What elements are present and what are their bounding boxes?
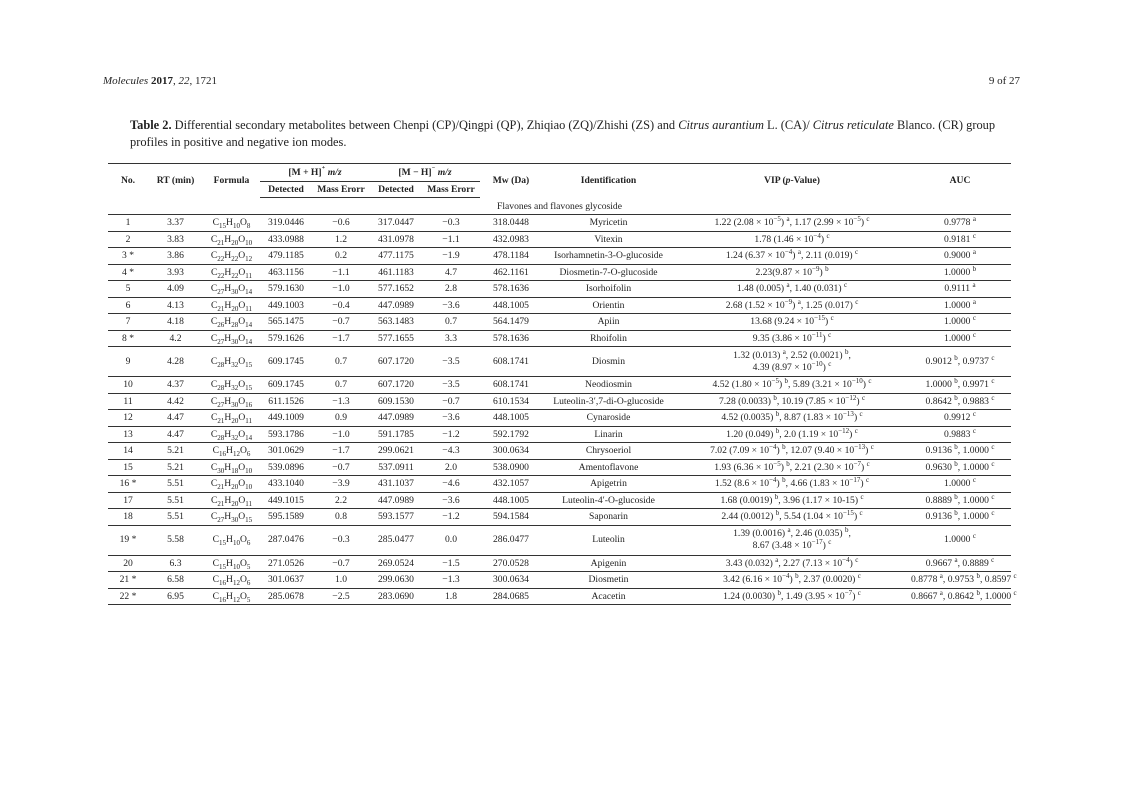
row-no: 9: [108, 347, 148, 377]
row-formula: $C_{15}H_{10}O_5$: [203, 555, 260, 572]
row-auc: 0.9136 $^b$, 1.0000 $^c$: [909, 509, 1011, 526]
row-rt: 6.3: [148, 555, 203, 572]
row-neg-detected: 477.1175: [370, 248, 422, 265]
row-mw: 462.1161: [480, 264, 542, 281]
journal-volume: 22: [178, 75, 190, 87]
row-auc: 0.8667 $^a$, 0.8642 $^b$, 1.0000 $^c$: [909, 588, 1011, 605]
row-pos-error: −0.4: [312, 297, 370, 314]
row-pos-detected: 449.1009: [260, 410, 312, 427]
row-no: 2: [108, 231, 148, 248]
col-positive-mode: [M + H]⁺ m/z: [260, 164, 370, 182]
row-mw: 578.1636: [480, 330, 542, 347]
row-neg-detected: 609.1530: [370, 393, 422, 410]
journal-year: 2017: [150, 75, 173, 87]
row-auc: 1.0000 $^c$: [909, 330, 1011, 347]
row-neg-detected: 285.0477: [370, 525, 422, 555]
row-identification: Rhoifolin: [542, 330, 675, 347]
row-vip: 7.28 (0.0033) $^b$, 10.19 $(7.85 \times 10^{-12})$ $^c$: [675, 393, 909, 410]
row-rt: 5.21: [148, 443, 203, 460]
row-neg-error: −0.3: [422, 215, 480, 232]
row-no: 11: [108, 393, 148, 410]
row-formula: $C_{27}H_{30}O_{14}$: [203, 281, 260, 298]
row-neg-detected: 269.0524: [370, 555, 422, 572]
row-identification: Vitexin: [542, 231, 675, 248]
row-rt: 4.18: [148, 314, 203, 331]
row-no: 17: [108, 492, 148, 509]
row-neg-error: 3.3: [422, 330, 480, 347]
table-row: [108, 525, 1011, 555]
row-identification: Linarin: [542, 426, 675, 443]
row-neg-error: 4.7: [422, 264, 480, 281]
row-formula: $C_{16}H_{12}O_5$: [203, 588, 260, 605]
row-auc: 1.0000 $^c$: [909, 314, 1011, 331]
row-mw: 608.1741: [480, 347, 542, 377]
row-formula: $C_{15}H_{10}O_8$: [203, 215, 260, 232]
row-vip: 2.68 $(1.52 \times 10^{-9})$ $^a$, 1.25 (0.017) $^c$: [675, 297, 909, 314]
row-neg-error: −4.3: [422, 443, 480, 460]
row-vip: 1.20 (0.049) $^b$, 2.0 $(1.19 \times 10^{-12})$ $^c$: [675, 426, 909, 443]
table-label: Table 2.: [130, 118, 172, 132]
row-mw: 448.1005: [480, 297, 542, 314]
row-pos-detected: 433.1040: [260, 476, 312, 493]
row-pos-error: 1.2: [312, 231, 370, 248]
row-rt: 3.86: [148, 248, 203, 265]
row-vip: 1.39 (0.0016) $^a$, 2.46 (0.035) $^b$, 8.67 $(3.48 \times 10^{-17})$ $^c$: [675, 525, 909, 555]
row-no: 1: [108, 215, 148, 232]
row-rt: 4.47: [148, 426, 203, 443]
row-mw: 448.1005: [480, 492, 542, 509]
row-neg-error: 1.8: [422, 588, 480, 605]
row-rt: 3.93: [148, 264, 203, 281]
row-no: 20: [108, 555, 148, 572]
row-auc: 0.9111 $^a$: [909, 281, 1011, 298]
row-pos-detected: 579.1630: [260, 281, 312, 298]
row-mw: 270.0528: [480, 555, 542, 572]
row-pos-detected: 593.1786: [260, 426, 312, 443]
row-mw: 432.1057: [480, 476, 542, 493]
row-identification: Chrysoeriol: [542, 443, 675, 460]
row-identification: Apiin: [542, 314, 675, 331]
row-neg-detected: 283.0690: [370, 588, 422, 605]
row-formula: $C_{22}H_{22}O_{11}$: [203, 264, 260, 281]
row-auc: 0.8642 $^b$, 0.9883 $^c$: [909, 393, 1011, 410]
row-neg-detected: 607.1720: [370, 347, 422, 377]
row-formula: $C_{27}H_{30}O_{16}$: [203, 393, 260, 410]
row-rt: 3.37: [148, 215, 203, 232]
row-neg-detected: 563.1483: [370, 314, 422, 331]
row-mw: 284.0685: [480, 588, 542, 605]
row-neg-detected: 461.1183: [370, 264, 422, 281]
row-vip: 1.68 (0.0019) $^b$, 3.96 (1.17 × 10-15) $^c$: [675, 492, 909, 509]
metabolite-table: [108, 163, 1017, 605]
row-pos-error: −2.5: [312, 588, 370, 605]
row-identification: Acacetin: [542, 588, 675, 605]
col-pos-detected: Detected: [260, 182, 312, 198]
row-formula: $C_{22}H_{22}O_{12}$: [203, 248, 260, 265]
row-pos-detected: 433.0988: [260, 231, 312, 248]
row-formula: $C_{28}H_{32}O_{15}$: [203, 347, 260, 377]
row-neg-error: −3.5: [422, 347, 480, 377]
row-formula: $C_{26}H_{28}O_{14}$: [203, 314, 260, 331]
row-neg-error: 0.7: [422, 314, 480, 331]
table-row: [108, 476, 1011, 493]
row-rt: 5.21: [148, 459, 203, 476]
journal-citation: Molecules 2017, 22, 1721: [103, 75, 217, 87]
col-rt: RT (min): [156, 175, 195, 187]
row-neg-error: −1.5: [422, 555, 480, 572]
row-vip: 9.35 $(3.86 \times 10^{-11})$ $^c$: [675, 330, 909, 347]
row-identification: Isorhamnetin-3-O-glucoside: [542, 248, 675, 265]
col-identification: Identification: [580, 175, 637, 187]
col-neg-mass-error: Mass Erorr: [422, 182, 480, 198]
row-pos-error: 2.2: [312, 492, 370, 509]
row-rt: 4.2: [148, 330, 203, 347]
row-pos-error: 0.7: [312, 377, 370, 394]
row-vip: 1.22 $(2.08 \times 10^{-5})$ $^a$, 1.17 $(2.99 \times 10^{-5})$ $^c$: [675, 215, 909, 232]
col-pos-mass-error: Mass Erorr: [312, 182, 370, 198]
row-auc: 1.0000 $^a$: [909, 297, 1011, 314]
row-rt: 4.47: [148, 410, 203, 427]
row-neg-detected: 577.1652: [370, 281, 422, 298]
row-formula: $C_{21}H_{20}O_{11}$: [203, 410, 260, 427]
row-neg-detected: 447.0989: [370, 492, 422, 509]
row-mw: 564.1479: [480, 314, 542, 331]
row-rt: 4.37: [148, 377, 203, 394]
row-pos-error: −1.7: [312, 330, 370, 347]
row-identification: Saponarin: [542, 509, 675, 526]
row-neg-detected: 447.0989: [370, 297, 422, 314]
row-no: 19 *: [108, 525, 148, 555]
col-negative-mode: [M − H]⁻ m/z: [370, 164, 480, 182]
group-row: Flavones and flavones glycoside: [108, 198, 1011, 215]
row-formula: $C_{15}H_{10}O_6$: [203, 525, 260, 555]
row-neg-error: −3.6: [422, 492, 480, 509]
row-formula: $C_{28}H_{32}O_{14}$: [203, 426, 260, 443]
table-row: [108, 572, 1011, 589]
row-neg-detected: 447.0989: [370, 410, 422, 427]
row-identification: Apigenin: [542, 555, 675, 572]
row-formula: $C_{27}H_{30}O_{14}$: [203, 330, 260, 347]
row-pos-error: −1.1: [312, 264, 370, 281]
row-no: 5: [108, 281, 148, 298]
row-pos-detected: 595.1589: [260, 509, 312, 526]
row-mw: 578.1636: [480, 281, 542, 298]
row-no: 14: [108, 443, 148, 460]
row-neg-error: −1.9: [422, 248, 480, 265]
row-pos-detected: 609.1745: [260, 347, 312, 377]
row-rt: 5.51: [148, 492, 203, 509]
row-no: 13: [108, 426, 148, 443]
col-auc: AUC: [949, 175, 971, 187]
row-auc: 0.9883 $^c$: [909, 426, 1011, 443]
row-neg-error: −1.1: [422, 231, 480, 248]
row-pos-error: −1.0: [312, 281, 370, 298]
row-neg-error: −3.6: [422, 410, 480, 427]
row-pos-detected: 609.1745: [260, 377, 312, 394]
row-auc: 0.8778 $^a$, 0.9753 $^b$, 0.8597 $^c$: [909, 572, 1011, 589]
row-no: 10: [108, 377, 148, 394]
table-row: [108, 509, 1011, 526]
row-neg-error: −3.5: [422, 377, 480, 394]
row-mw: 592.1792: [480, 426, 542, 443]
row-formula: $C_{16}H_{12}O_6$: [203, 443, 260, 460]
row-auc: 0.9667 $^a$, 0.8889 $^c$: [909, 555, 1011, 572]
row-mw: 608.1741: [480, 377, 542, 394]
row-pos-detected: 271.0526: [260, 555, 312, 572]
row-pos-error: −1.0: [312, 426, 370, 443]
table-row: [108, 215, 1011, 232]
row-identification: Luteolin-4′-O-glucoside: [542, 492, 675, 509]
col-neg-detected: Detected: [370, 182, 422, 198]
row-vip: 1.52 $(8.6 \times 10^{-4})$ $^b$, 4.66 $(1.83 \times 10^{-17})$ $^c$: [675, 476, 909, 493]
article-number: 1721: [194, 75, 217, 87]
row-identification: Neodiosmin: [542, 377, 675, 394]
row-neg-detected: 431.0978: [370, 231, 422, 248]
row-neg-error: 2.0: [422, 459, 480, 476]
row-vip: 1.48 (0.005) $^a$, 1.40 (0.031) $^c$: [675, 281, 909, 298]
table-row: [108, 264, 1011, 281]
row-neg-detected: 317.0447: [370, 215, 422, 232]
row-neg-detected: 593.1577: [370, 509, 422, 526]
row-auc: 0.9630 $^b$, 1.0000 $^c$: [909, 459, 1011, 476]
row-neg-error: −1.2: [422, 509, 480, 526]
row-auc: 0.9912 $^c$: [909, 410, 1011, 427]
table-row: [108, 377, 1011, 394]
row-auc: 0.9136 $^b$, 1.0000 $^c$: [909, 443, 1011, 460]
row-vip: 4.52 $(1.80 \times 10^{-5})$ $^b$, 5.89 $(3.21 \times 10^{-10})$ $^c$: [675, 377, 909, 394]
row-neg-detected: 537.0911: [370, 459, 422, 476]
row-auc: 1.0000 $^b$, 0.9971 $^c$: [909, 377, 1011, 394]
row-mw: 286.0477: [480, 525, 542, 555]
row-mw: 432.0983: [480, 231, 542, 248]
row-no: 12: [108, 410, 148, 427]
row-pos-error: 0.9: [312, 410, 370, 427]
table-row: [108, 393, 1011, 410]
table-row: [108, 231, 1011, 248]
row-vip: 3.42 $(6.16 \times 10^{-4})$ $^b$, 2.37 (0.0020) $^c$: [675, 572, 909, 589]
row-vip: 4.52 (0.0035) $^b$, 8.87 $(1.83 \times 10^{-13})$ $^c$: [675, 410, 909, 427]
row-no: 22 *: [108, 588, 148, 605]
row-pos-detected: 287.0476: [260, 525, 312, 555]
row-rt: 4.42: [148, 393, 203, 410]
row-pos-error: −1.3: [312, 393, 370, 410]
row-rt: 5.58: [148, 525, 203, 555]
table-row: [108, 459, 1011, 476]
row-mw: 538.0900: [480, 459, 542, 476]
row-pos-detected: 301.0637: [260, 572, 312, 589]
row-no: 18: [108, 509, 148, 526]
table-row: [108, 330, 1011, 347]
row-neg-detected: 591.1785: [370, 426, 422, 443]
row-auc: 0.9778 $^a$: [909, 215, 1011, 232]
row-formula: $C_{28}H_{32}O_{15}$: [203, 377, 260, 394]
row-mw: 478.1184: [480, 248, 542, 265]
row-neg-detected: 577.1655: [370, 330, 422, 347]
row-rt: 4.09: [148, 281, 203, 298]
row-no: 3 *: [108, 248, 148, 265]
row-vip: 13.68 $(9.24 \times 10^{-15})$ $^c$: [675, 314, 909, 331]
row-pos-error: 1.0: [312, 572, 370, 589]
table-row: [108, 588, 1011, 605]
row-formula: $C_{27}H_{30}O_{15}$: [203, 509, 260, 526]
row-rt: 5.51: [148, 476, 203, 493]
table-caption: Table 2. Differential secondary metabolites between Chenpi (CP)/Qingpi (QP), Zhiqiao (ZQ)/Zhishi (ZS) and Citrus aurantium L. (CA)/ Citrus reticulate Blanco. (CR) group profiles in positive and negative ion modes.: [130, 118, 996, 149]
row-pos-detected: 579.1626: [260, 330, 312, 347]
row-rt: 4.13: [148, 297, 203, 314]
col-vip: VIP (p-Value): [764, 175, 820, 187]
row-neg-error: −0.7: [422, 393, 480, 410]
row-vip: 1.32 (0.013) $^a$, 2.52 (0.0021) $^b$, 4.39 $(8.97 \times 10^{-10})$ $^c$: [675, 347, 909, 377]
row-identification: Myricetin: [542, 215, 675, 232]
journal-name: Molecules: [103, 75, 149, 87]
col-no: No.: [120, 175, 136, 187]
row-formula: $C_{30}H_{18}O_{10}$: [203, 459, 260, 476]
row-no: 21 *: [108, 572, 148, 589]
table-row: [108, 410, 1011, 427]
row-pos-detected: 449.1003: [260, 297, 312, 314]
row-neg-detected: 431.1037: [370, 476, 422, 493]
row-neg-detected: 299.0621: [370, 443, 422, 460]
table-row: [108, 492, 1011, 509]
row-no: 4 *: [108, 264, 148, 281]
row-pos-error: −3.9: [312, 476, 370, 493]
row-identification: Luteolin: [542, 525, 675, 555]
row-auc: 1.0000 $^c$: [909, 476, 1011, 493]
row-auc: 0.9012 $^b$, 0.9737 $^c$: [909, 347, 1011, 377]
row-rt: 3.83: [148, 231, 203, 248]
row-formula: $C_{21}H_{20}O_{10}$: [203, 476, 260, 493]
col-formula: Formula: [213, 175, 250, 187]
row-neg-error: −4.6: [422, 476, 480, 493]
row-identification: Diosmetin-7-O-glucoside: [542, 264, 675, 281]
row-pos-error: 0.8: [312, 509, 370, 526]
row-auc: 1.0000 $^c$: [909, 525, 1011, 555]
row-vip: 1.93 $(6.36 \times 10^{-5})$ $^b$, 2.21 $(2.30 \times 10^{-7})$ $^c$: [675, 459, 909, 476]
page-number: 9 of 27: [988, 75, 1020, 87]
row-no: 15: [108, 459, 148, 476]
row-vip: 7.02 $(7.09 \times 10^{-4})$ $^b$, 12.07 $(9.40 \times 10^{-13})$ $^c$: [675, 443, 909, 460]
row-formula: $C_{21}H_{20}O_{10}$: [203, 231, 260, 248]
table-row: [108, 555, 1011, 572]
row-pos-detected: 301.0629: [260, 443, 312, 460]
table-row: [108, 443, 1011, 460]
row-identification: Isorhoifolin: [542, 281, 675, 298]
row-pos-error: −0.6: [312, 215, 370, 232]
row-mw: 318.0448: [480, 215, 542, 232]
row-neg-error: −1.3: [422, 572, 480, 589]
row-identification: Amentoflavone: [542, 459, 675, 476]
row-mw: 594.1584: [480, 509, 542, 526]
row-pos-detected: 565.1475: [260, 314, 312, 331]
table-row: [108, 314, 1011, 331]
row-neg-detected: 299.0630: [370, 572, 422, 589]
row-identification: Diosmetin: [542, 572, 675, 589]
row-identification: Cynaroside: [542, 410, 675, 427]
row-vip: 3.43 (0.032) $^a$, 2.27 $(7.13 \times 10^{-4})$ $^c$: [675, 555, 909, 572]
row-pos-error: −0.7: [312, 314, 370, 331]
row-pos-detected: 463.1156: [260, 264, 312, 281]
row-pos-detected: 285.0678: [260, 588, 312, 605]
row-no: 16 *: [108, 476, 148, 493]
row-vip: 1.78 $(1.46 \times 10^{-4})$ $^c$: [675, 231, 909, 248]
row-neg-detected: 607.1720: [370, 377, 422, 394]
row-no: 6: [108, 297, 148, 314]
row-auc: 0.9181 $^c$: [909, 231, 1011, 248]
row-rt: 6.95: [148, 588, 203, 605]
row-auc: 1.0000 $^b$: [909, 264, 1011, 281]
row-pos-error: −0.7: [312, 459, 370, 476]
row-rt: 5.51: [148, 509, 203, 526]
row-pos-detected: 611.1526: [260, 393, 312, 410]
table-row: [108, 281, 1011, 298]
row-neg-error: 2.8: [422, 281, 480, 298]
row-neg-error: 0.0: [422, 525, 480, 555]
table-row: [108, 248, 1011, 265]
row-auc: 0.8889 $^b$, 1.0000 $^c$: [909, 492, 1011, 509]
row-identification: Apigetrin: [542, 476, 675, 493]
col-mw: Mw (Da): [492, 175, 530, 187]
row-mw: 300.0634: [480, 443, 542, 460]
row-no: 8 *: [108, 330, 148, 347]
row-no: 7: [108, 314, 148, 331]
row-pos-detected: 539.0896: [260, 459, 312, 476]
row-vip: $2.23(9.87 \times 10^{-9})$ $^b$: [675, 264, 909, 281]
row-auc: 0.9000 $^a$: [909, 248, 1011, 265]
row-pos-detected: 449.1015: [260, 492, 312, 509]
row-pos-error: −0.7: [312, 555, 370, 572]
row-identification: Orientin: [542, 297, 675, 314]
table-row: [108, 297, 1011, 314]
table-row: [108, 347, 1011, 377]
row-mw: 448.1005: [480, 410, 542, 427]
row-identification: Diosmin: [542, 347, 675, 377]
table-row: [108, 426, 1011, 443]
row-pos-detected: 319.0446: [260, 215, 312, 232]
row-neg-error: −1.2: [422, 426, 480, 443]
row-mw: 610.1534: [480, 393, 542, 410]
row-vip: 2.44 (0.0012) $^b$, 5.54 $(1.04 \times 10^{-15})$ $^c$: [675, 509, 909, 526]
row-pos-error: −0.3: [312, 525, 370, 555]
row-mw: 300.0634: [480, 572, 542, 589]
row-vip: 1.24 (0.0030) $^b$, 1.49 $(3.95 \times 10^{-7})$ $^c$: [675, 588, 909, 605]
row-rt: 4.28: [148, 347, 203, 377]
row-pos-error: 0.7: [312, 347, 370, 377]
row-neg-error: −3.6: [422, 297, 480, 314]
row-vip: 1.24 $(6.37 \times 10^{-4})$ $^a$, 2.11 (0.019) $^c$: [675, 248, 909, 265]
row-rt: 6.58: [148, 572, 203, 589]
row-formula: $C_{16}H_{12}O_6$: [203, 572, 260, 589]
row-formula: $C_{21}H_{20}O_{11}$: [203, 492, 260, 509]
row-formula: $C_{21}H_{20}O_{11}$: [203, 297, 260, 314]
row-pos-error: 0.2: [312, 248, 370, 265]
row-pos-error: −1.7: [312, 443, 370, 460]
row-identification: Luteolin-3′,7-di-O-glucoside: [542, 393, 675, 410]
row-pos-detected: 479.1185: [260, 248, 312, 265]
